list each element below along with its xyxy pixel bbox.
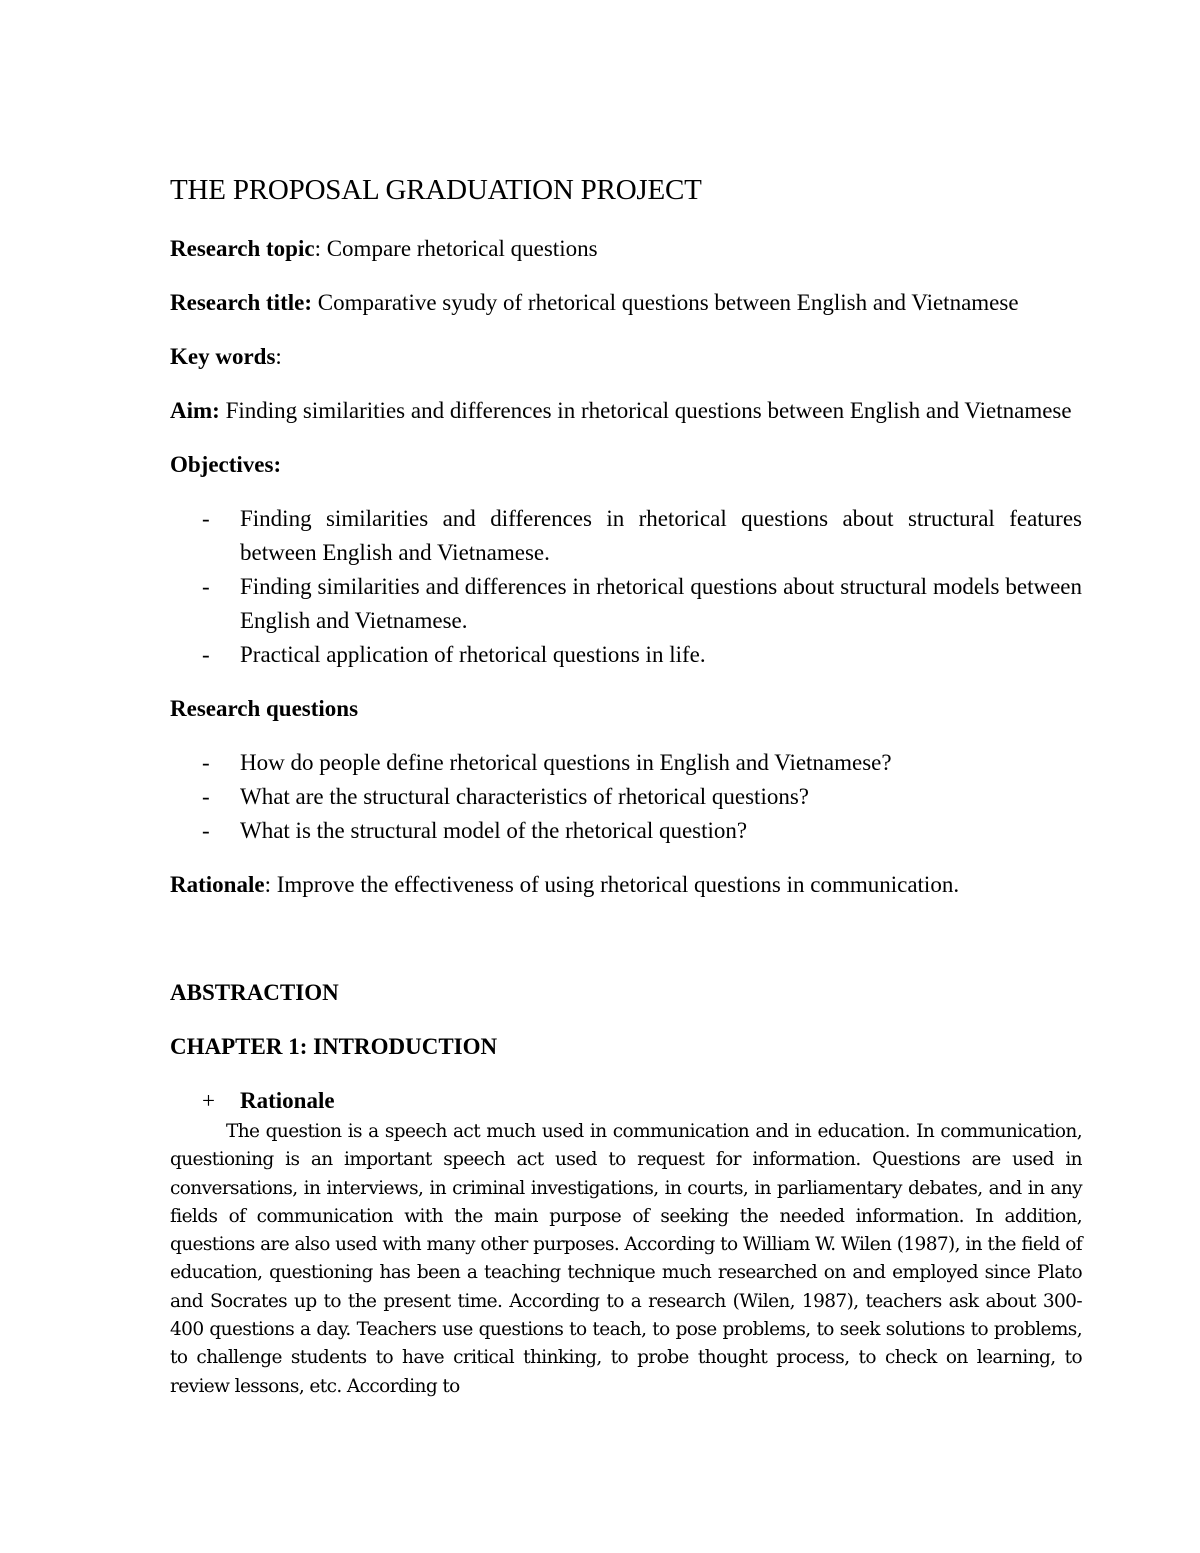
objective-text: Practical application of rhetorical questions in life. bbox=[240, 642, 706, 667]
objective-text: Finding similarities and differences in rhetorical questions about structural models between English and Vietnamese. bbox=[240, 574, 1082, 633]
research-question-text: What are the structural characteristics of rhetorical questions? bbox=[240, 784, 809, 809]
key-words-field bbox=[170, 340, 1082, 374]
objectives-label-line bbox=[170, 448, 1082, 482]
section-spacer bbox=[170, 922, 1082, 976]
list-item bbox=[170, 746, 1082, 780]
rationale-paragraph: The question is a speech act much used in communication and in education. In communication, questioning is an important speech act used to request for information. Questions are used in conversations, in interviews, in criminal investigations, in courts, in parliamentary debates, and in any fields of communication with the main purpose of seeking the needed information. In addition, questions are also used with many other purposes. According to William W. Wilen (1987), in the field of education, questioning has been a teaching technique much researched on and employed since Plato and Socrates up to the present time. According to a research (Wilen, 1987), teachers ask about 300-400 questions a day. Teachers use questions to teach, to pose problems, to seek solutions to problems, to challenge students to have critical thinking, to probe thought process, to check on learning, to review lessons, etc. According to bbox=[170, 1121, 1082, 1397]
key-words-separator: : bbox=[275, 344, 282, 369]
rationale-subheading bbox=[170, 1084, 1082, 1118]
research-topic-label: Research topic bbox=[170, 236, 315, 261]
list-item bbox=[170, 502, 1082, 570]
abstraction-heading: ABSTRACTION bbox=[170, 980, 339, 1005]
document-content bbox=[170, 170, 1082, 1401]
research-questions-list bbox=[170, 746, 1082, 848]
key-words-label: Key words bbox=[170, 344, 276, 369]
list-dash: - bbox=[202, 506, 210, 531]
aim-value: Finding similarities and differences in rhetorical questions between English and Vietnamese bbox=[219, 398, 1072, 423]
research-questions-label-line bbox=[170, 692, 1082, 726]
rationale-value: : Improve the effectiveness of using rhetorical questions in communication. bbox=[264, 872, 960, 897]
objective-text: Finding similarities and differences in rhetorical questions about structural features between English and Vietnamese. bbox=[240, 506, 1082, 565]
list-dash: - bbox=[202, 784, 210, 809]
list-item bbox=[170, 780, 1082, 814]
document-title: THE PROPOSAL GRADUATION PROJECT bbox=[170, 174, 702, 206]
list-item bbox=[170, 638, 1082, 672]
research-title-label: Research title: bbox=[170, 290, 312, 315]
aim-label: Aim: bbox=[170, 398, 220, 423]
plus-marker: + bbox=[202, 1088, 215, 1113]
research-topic-field bbox=[170, 232, 1082, 266]
research-question-text: How do people define rhetorical questions in English and Vietnamese? bbox=[240, 750, 892, 775]
list-dash: - bbox=[202, 818, 210, 843]
list-item bbox=[170, 814, 1082, 848]
list-item bbox=[170, 570, 1082, 638]
research-questions-label: Research questions bbox=[170, 696, 359, 721]
chapter-1-heading: CHAPTER 1: INTRODUCTION bbox=[170, 1034, 498, 1059]
list-dash: - bbox=[202, 642, 210, 667]
objectives-label: Objectives: bbox=[170, 452, 282, 477]
objectives-list bbox=[170, 502, 1082, 672]
list-dash: - bbox=[202, 750, 210, 775]
research-topic-value: Compare rhetorical questions bbox=[320, 236, 598, 261]
list-dash: - bbox=[202, 574, 210, 599]
aim-field bbox=[170, 394, 1082, 428]
research-title-value: Comparative syudy of rhetorical questions between English and Vietnamese bbox=[312, 290, 1019, 315]
rationale-subheading-text: Rationale bbox=[240, 1088, 335, 1113]
research-topic-separator: : bbox=[314, 236, 321, 261]
rationale-label: Rationale bbox=[170, 872, 265, 897]
rationale-field bbox=[170, 868, 1082, 902]
research-title-field bbox=[170, 286, 1082, 320]
research-question-text: What is the structural model of the rhetorical question? bbox=[240, 818, 748, 843]
